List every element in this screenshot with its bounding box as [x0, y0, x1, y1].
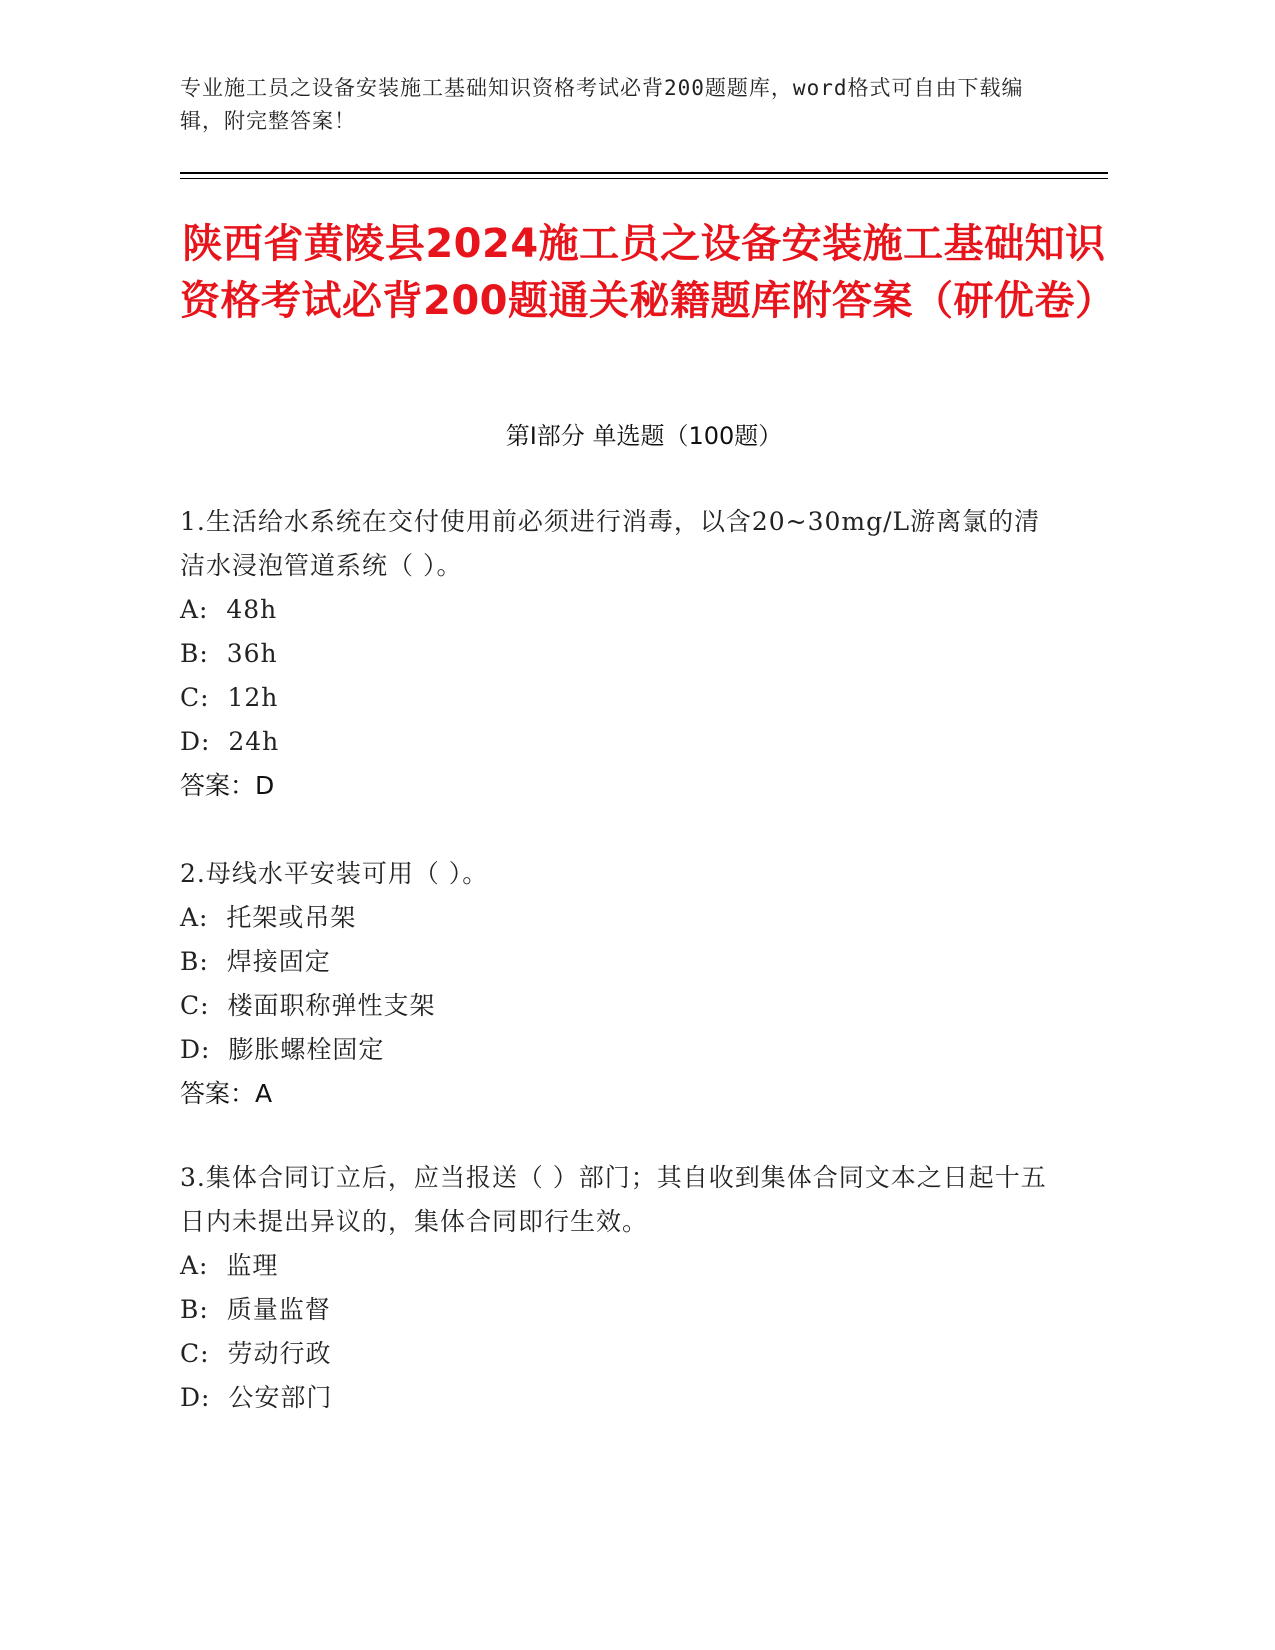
header-divider-thin: [180, 178, 1108, 179]
option-a: A: 托架或吊架: [180, 903, 357, 932]
option-b: B: 焊接固定: [180, 947, 331, 976]
option-b: B: 质量监督: [180, 1295, 331, 1324]
question-stem: 3.集体合同订立后，应当报送（ ）部门；其自收到集体合同文本之日起十五日内未提出异议的，集体合同即行生效。: [180, 1163, 1047, 1236]
document-title: 陕西省黄陵县2024施工员之设备安装施工基础知识资格考试必背200题通关秘籍题库附答案（研优卷）: [180, 221, 1116, 324]
question-stem: 1.生活给水系统在交付使用前必须进行消毒，以含20~30mg/L游离氯的清洁水浸泡管道系统（ ）。: [180, 507, 1041, 580]
question-1: [180, 500, 1050, 808]
question-3: [180, 1156, 1050, 1420]
answer: 答案：D: [180, 771, 275, 800]
option-a: A: 监理: [180, 1251, 279, 1280]
option-b: B: 36h: [180, 639, 278, 668]
option-c: C: 楼面职称弹性支架: [180, 991, 436, 1020]
option-c: C: 劳动行政: [180, 1339, 332, 1368]
question-2: [180, 852, 1050, 1116]
answer: 答案：A: [180, 1079, 273, 1108]
option-d: D: 公安部门: [180, 1383, 333, 1412]
question-stem: 2.母线水平安装可用（ ）。: [180, 859, 489, 888]
header-divider-thick: [180, 172, 1108, 174]
option-d: D: 24h: [180, 727, 280, 756]
option-d: D: 膨胀螺栓固定: [180, 1035, 385, 1064]
option-a: A: 48h: [180, 595, 278, 624]
header-note: 专业施工员之设备安装施工基础知识资格考试必背200题题库，word格式可自由下载编辑，附完整答案！: [180, 76, 1024, 133]
section-title: 第I部分 单选题（100题）: [505, 422, 783, 450]
option-c: C: 12h: [180, 683, 279, 712]
